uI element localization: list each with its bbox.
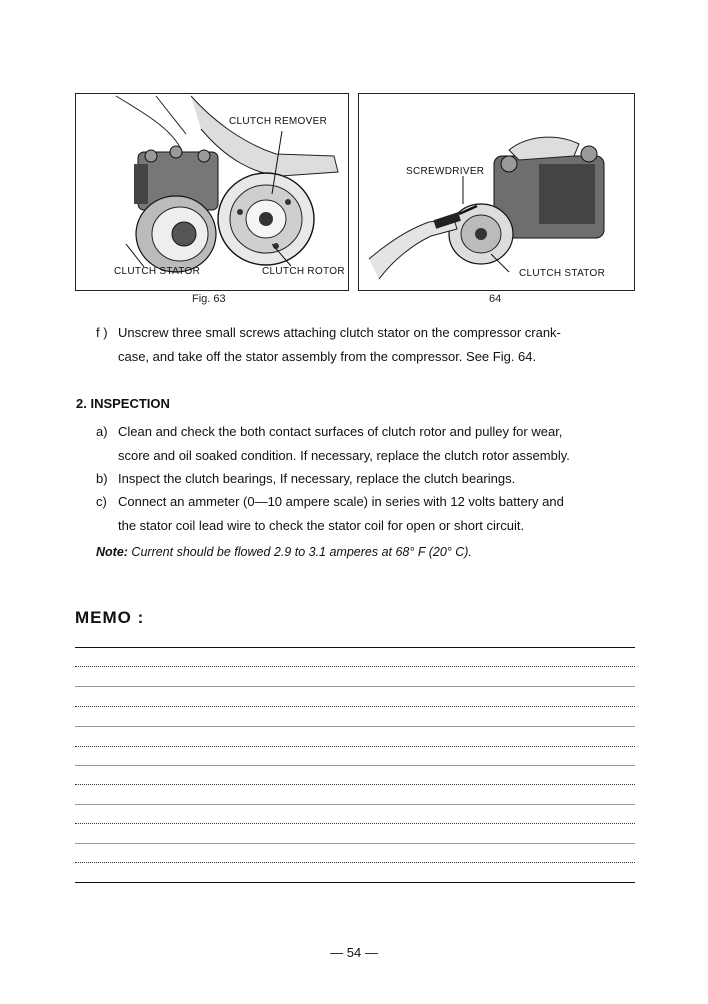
step-f-marker: f ): [96, 325, 108, 340]
item-line-1: Inspect the clutch bearings, If necessary, replace the clutch bearings.: [118, 471, 516, 486]
memo-line: [75, 746, 635, 747]
note-text: Current should be flowed 2.9 to 3.1 amperes at 68° F (20° C).: [127, 545, 472, 559]
page-number: — 54 —: [330, 945, 378, 960]
memo-divider: [75, 765, 635, 766]
figure-64-illustration: [359, 94, 634, 290]
step-f-line-1: Unscrew three small screws attaching clutch stator on the compressor crank-: [118, 325, 561, 340]
item-line-2: score and oil soaked condition. If necessary, replace the clutch rotor assembly.: [118, 448, 570, 463]
figure-64-caption: 64: [489, 293, 502, 305]
memo-rule-top: [75, 647, 635, 648]
memo-line: [75, 706, 635, 707]
note-label: Note:: [96, 545, 128, 559]
label-clutch-rotor: CLUTCH ROTOR: [262, 266, 345, 277]
memo-rule-bottom: [75, 882, 635, 883]
label-clutch-remover: CLUTCH REMOVER: [229, 116, 328, 127]
inspection-item-c: [96, 490, 641, 540]
step-f: [96, 321, 641, 371]
item-line-2: the stator coil lead wire to check the stator coil for open or short circuit.: [118, 518, 525, 533]
label-clutch-stator: CLUTCH STATOR: [519, 268, 606, 279]
memo-title: MEMO :: [75, 608, 145, 627]
label-screwdriver: SCREWDRIVER: [406, 166, 485, 177]
inspection-note: [96, 545, 472, 559]
memo-divider: [75, 726, 635, 727]
item-line-1: Clean and check the both contact surfaces of clutch rotor and pulley for wear,: [118, 424, 563, 439]
item-marker: c): [96, 494, 107, 509]
item-line-1: Connect an ammeter (0—10 ampere scale) in series with 12 volts battery and: [118, 494, 564, 509]
inspection-heading: 2. INSPECTION: [76, 396, 170, 411]
inspection-item-a: [96, 420, 641, 470]
memo-line: [75, 666, 635, 667]
memo-divider: [75, 843, 635, 844]
figure-64: [358, 93, 635, 291]
memo-divider: [75, 804, 635, 805]
memo-line: [75, 784, 635, 785]
figure-63-caption: Fig. 63: [192, 293, 226, 305]
figure-63: [75, 93, 349, 291]
step-f-line-2: case, and take off the stator assembly from the compressor. See Fig. 64.: [118, 349, 537, 364]
memo-divider: [75, 686, 635, 687]
item-marker: b): [96, 471, 108, 486]
item-marker: a): [96, 424, 108, 439]
label-clutch-stator: CLUTCH STATOR: [114, 266, 201, 277]
memo-line: [75, 823, 635, 824]
memo-line: [75, 862, 635, 863]
